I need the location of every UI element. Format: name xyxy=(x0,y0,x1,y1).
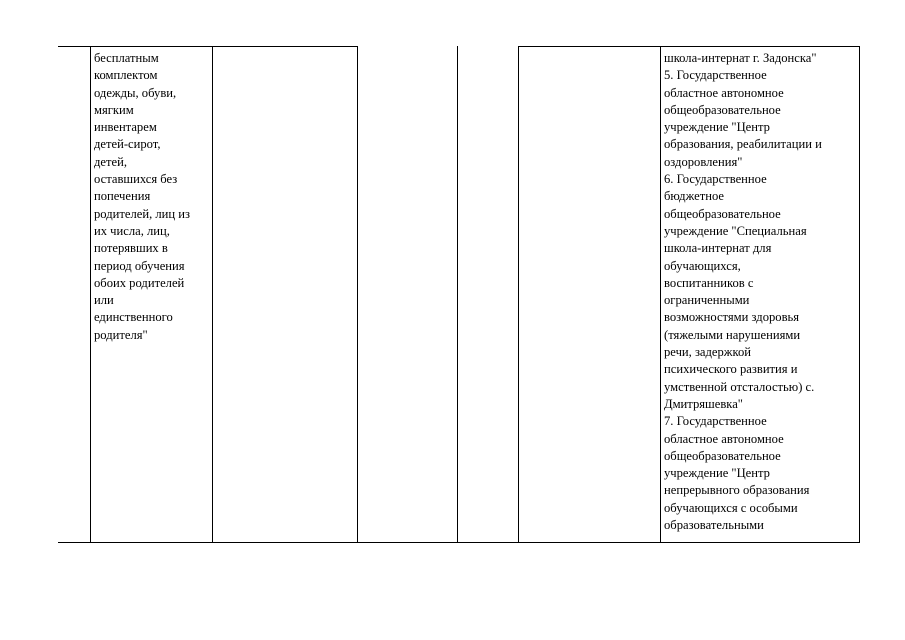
text-line: оздоровления" xyxy=(664,154,743,169)
text-line: школа-интернат г. Задонска" xyxy=(664,51,817,65)
text-line: единственного xyxy=(94,310,173,325)
text-line: 6. Государственное xyxy=(664,172,767,187)
text-line: образовательными xyxy=(664,518,764,533)
text-line: учреждение "Специальная xyxy=(664,223,807,238)
table-top-border-right xyxy=(518,46,860,47)
text-line: общеобразовательное xyxy=(664,102,781,117)
text-line: одежды, обуви, xyxy=(94,85,177,100)
text-line: общеобразовательное xyxy=(664,448,781,463)
text-line: комплектом xyxy=(94,68,158,83)
column-rule xyxy=(518,46,519,543)
text-line: детей, xyxy=(94,154,127,169)
column-rule xyxy=(357,46,358,543)
column-rule xyxy=(212,46,213,543)
text-line: родителей, лиц из xyxy=(94,206,191,221)
text-line: попечения xyxy=(94,189,151,204)
text-line: ограниченными xyxy=(664,293,750,308)
text-line: непрерывного образования xyxy=(664,483,810,498)
cell-column-8-text xyxy=(664,50,858,534)
table-bottom-border xyxy=(58,542,860,543)
text-line: образования, реабилитации и xyxy=(664,137,822,152)
text-line: общеобразовательное xyxy=(664,206,781,221)
text-line: учреждение "Центр xyxy=(664,120,770,135)
text-line: областное автономное xyxy=(664,431,784,446)
text-line: Дмитряшевка" xyxy=(664,396,743,411)
text-line: бесплатным xyxy=(94,51,159,65)
text-line: возможностями здоровья xyxy=(664,310,800,325)
text-line: речи, задержкой xyxy=(664,345,752,360)
text-line: потерявших в xyxy=(94,241,168,256)
text-line: областное автономное xyxy=(664,85,784,100)
text-line: родителя" xyxy=(94,327,148,342)
text-line: оставшихся без xyxy=(94,172,178,187)
text-line: 7. Государственное xyxy=(664,414,767,429)
column-rule xyxy=(457,46,458,543)
text-line: обучающихся с особыми xyxy=(664,500,798,515)
text-line: обучающихся, xyxy=(664,258,741,273)
text-line: детей-сирот, xyxy=(94,137,161,152)
text-line: их числа, лиц, xyxy=(94,223,170,238)
cell-column-2-text xyxy=(94,50,210,344)
text-line: мягким xyxy=(94,102,134,117)
text-line: умственной отсталостью) с. xyxy=(664,379,815,394)
text-line: учреждение "Центр xyxy=(664,466,770,481)
text-line: (тяжелыми нарушениями xyxy=(664,327,801,342)
table-right-border xyxy=(859,46,860,543)
text-line: или xyxy=(94,293,114,308)
column-rule xyxy=(660,46,661,543)
text-line: психического развития и xyxy=(664,362,798,377)
text-line: школа-интернат для xyxy=(664,241,772,256)
text-line: воспитанников с xyxy=(664,275,754,290)
text-line: бюджетное xyxy=(664,189,724,204)
text-line: период обучения xyxy=(94,258,185,273)
text-line: 5. Государственное xyxy=(664,68,767,83)
column-rule xyxy=(90,46,91,543)
table-top-border-left xyxy=(58,46,358,47)
text-line: обоих родителей xyxy=(94,275,185,290)
text-line: инвентарем xyxy=(94,120,157,135)
